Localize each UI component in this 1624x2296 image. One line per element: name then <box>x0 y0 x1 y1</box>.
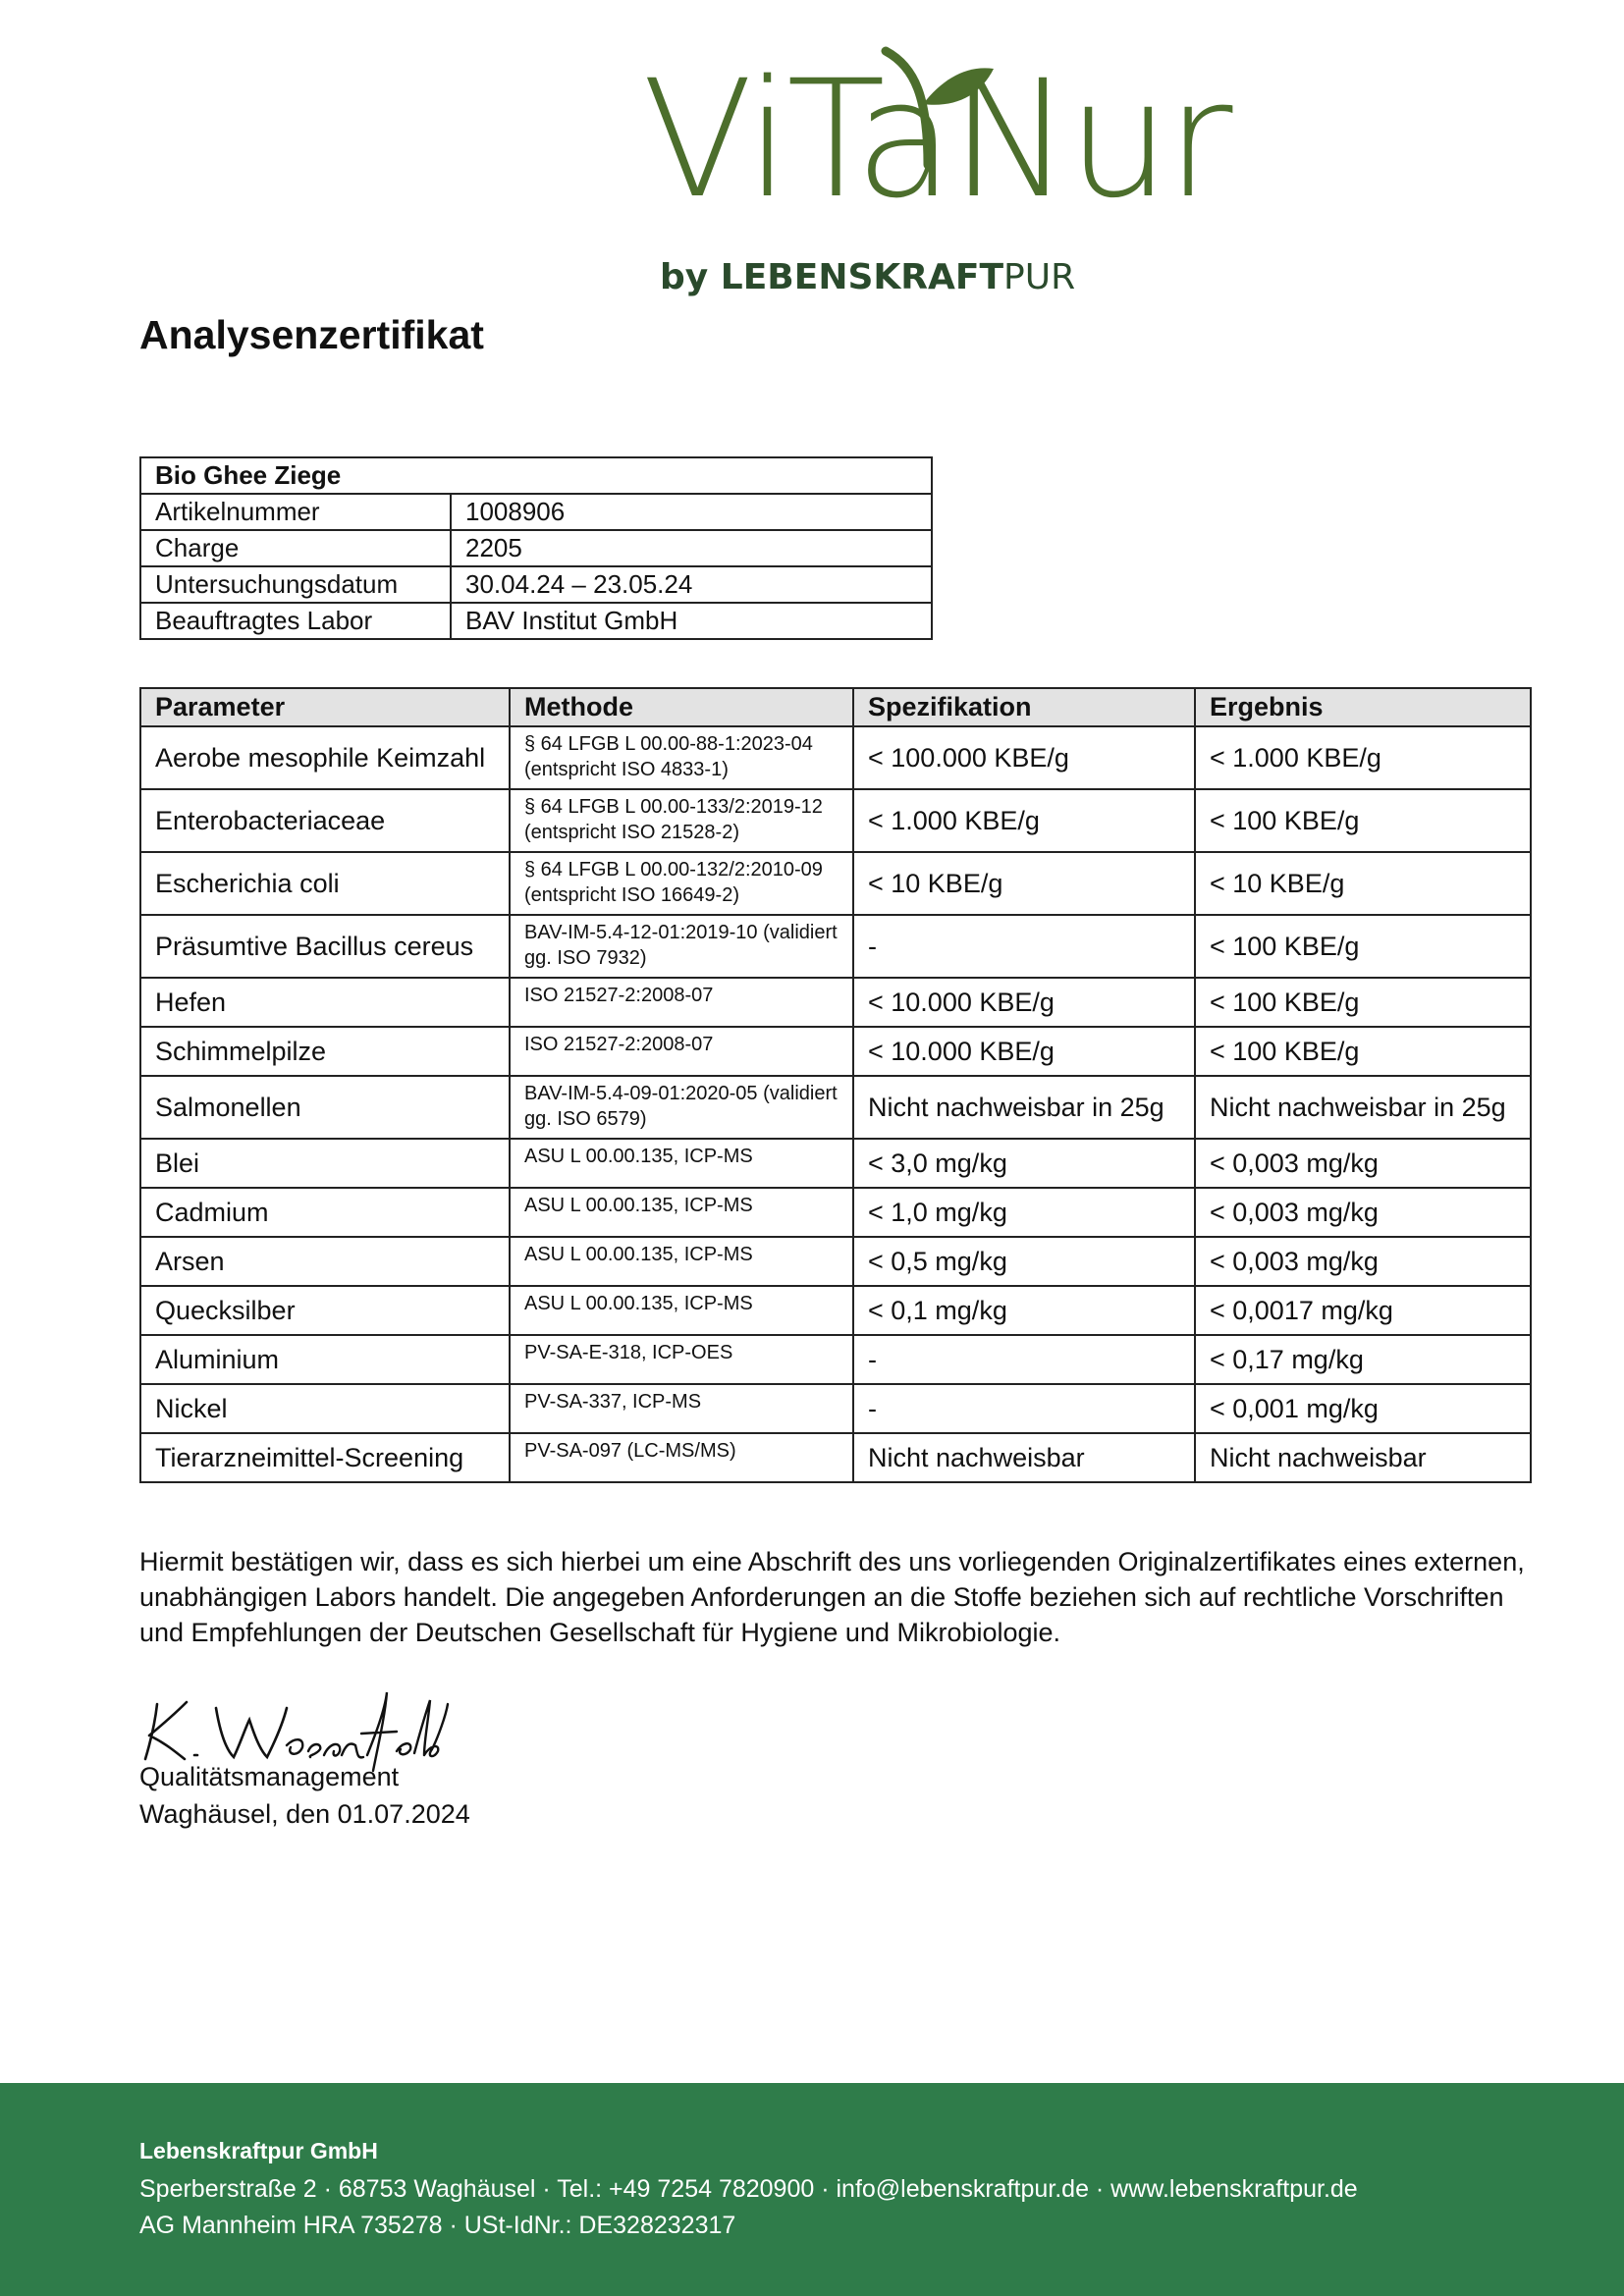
cell-parameter: Escherichia coli <box>140 852 510 915</box>
cell-result: < 0,0017 mg/kg <box>1195 1286 1531 1335</box>
results-header-row <box>140 688 1531 726</box>
table-row <box>140 852 1531 915</box>
product-info-label: Untersuchungsdatum <box>140 566 451 603</box>
column-header-specification: Spezifikation <box>853 688 1195 726</box>
cell-specification: Nicht nachweisbar <box>853 1433 1195 1482</box>
cell-specification: < 3,0 mg/kg <box>853 1139 1195 1188</box>
product-info-row <box>140 530 932 566</box>
logo-subtitle-suffix: PUR <box>1003 257 1076 297</box>
cell-method: PV-SA-097 (LC-MS/MS) <box>510 1433 853 1482</box>
product-info-value: 30.04.24 – 23.05.24 <box>451 566 932 603</box>
table-row <box>140 915 1531 978</box>
cell-result: < 100 KBE/g <box>1195 789 1531 852</box>
table-row <box>140 1335 1531 1384</box>
table-row <box>140 789 1531 852</box>
cell-parameter: Schimmelpilze <box>140 1027 510 1076</box>
cell-result: < 0,17 mg/kg <box>1195 1335 1531 1384</box>
cell-parameter: Nickel <box>140 1384 510 1433</box>
cell-result: < 100 KBE/g <box>1195 1027 1531 1076</box>
document-title: Analysenzertifikat <box>139 312 484 357</box>
cell-result: < 0,003 mg/kg <box>1195 1139 1531 1188</box>
table-row <box>140 1237 1531 1286</box>
cell-parameter: Cadmium <box>140 1188 510 1237</box>
column-header-parameter: Parameter <box>140 688 510 726</box>
cell-specification: < 0,5 mg/kg <box>853 1237 1195 1286</box>
cell-result: Nicht nachweisbar in 25g <box>1195 1076 1531 1139</box>
product-info-value: BAV Institut GmbH <box>451 603 932 639</box>
table-row <box>140 1384 1531 1433</box>
cell-parameter: Hefen <box>140 978 510 1027</box>
cell-specification: < 1,0 mg/kg <box>853 1188 1195 1237</box>
product-info-body <box>140 457 932 639</box>
logo-subtitle-prefix: by LEBENSKRAFT <box>660 257 1004 297</box>
table-row <box>140 1286 1531 1335</box>
cell-parameter: Enterobacteriaceae <box>140 789 510 852</box>
column-header-method: Methode <box>510 688 853 726</box>
cell-result: < 0,003 mg/kg <box>1195 1237 1531 1286</box>
cell-specification: - <box>853 1384 1195 1433</box>
cell-parameter: Blei <box>140 1139 510 1188</box>
cell-method: PV-SA-E-318, ICP-OES <box>510 1335 853 1384</box>
cell-parameter: Aluminium <box>140 1335 510 1384</box>
product-name-row <box>140 457 932 494</box>
cell-method: ASU L 00.00.135, ICP-MS <box>510 1237 853 1286</box>
column-header-result: Ergebnis <box>1195 688 1531 726</box>
cell-specification: - <box>853 1335 1195 1384</box>
cell-method: § 64 LFGB L 00.00-132/2:2010-09 (entspricht ISO 16649-2) <box>510 852 853 915</box>
brand-logo <box>628 39 1229 304</box>
analysis-results-table <box>139 687 1532 1483</box>
signature-place-date: Waghäusel, den 01.07.2024 <box>139 1799 470 1829</box>
confirmation-statement: Hiermit bestätigen wir, dass es sich hierbei um eine Abschrift des uns vorliegenden Originalzertifikates eines externen, unabhängigen Labors handelt. Die angegeben Anforderungen an die Stoffe beziehen sich auf rechtliche Vorschriften und Empfehlungen der Deutschen Gesellschaft für Hygiene und Mikrobiologie. <box>139 1547 1525 1647</box>
table-row <box>140 978 1531 1027</box>
logo-subtitle <box>660 257 1076 297</box>
table-row <box>140 1027 1531 1076</box>
cell-specification: - <box>853 915 1195 978</box>
cell-result: Nicht nachweisbar <box>1195 1433 1531 1482</box>
cell-method: ASU L 00.00.135, ICP-MS <box>510 1286 853 1335</box>
table-row <box>140 726 1531 789</box>
cell-specification: < 10.000 KBE/g <box>853 978 1195 1027</box>
footer-band <box>0 2083 1624 2296</box>
cell-result: < 10 KBE/g <box>1195 852 1531 915</box>
cell-specification: < 0,1 mg/kg <box>853 1286 1195 1335</box>
cell-method: § 64 LFGB L 00.00-133/2:2019-12 (entspricht ISO 21528-2) <box>510 789 853 852</box>
logo-wordmark: ViTaNur <box>642 45 1229 234</box>
cell-result: < 100 KBE/g <box>1195 978 1531 1027</box>
cell-result: < 0,003 mg/kg <box>1195 1188 1531 1237</box>
product-info-row <box>140 603 932 639</box>
table-row <box>140 1188 1531 1237</box>
cell-specification: Nicht nachweisbar in 25g <box>853 1076 1195 1139</box>
cell-specification: < 1.000 KBE/g <box>853 789 1195 852</box>
cell-specification: < 10.000 KBE/g <box>853 1027 1195 1076</box>
cell-method: ISO 21527-2:2008-07 <box>510 978 853 1027</box>
cell-parameter: Tierarzneimittel-Screening <box>140 1433 510 1482</box>
table-row <box>140 1139 1531 1188</box>
signature-role: Qualitätsmanagement <box>139 1762 400 1791</box>
cell-result: < 100 KBE/g <box>1195 915 1531 978</box>
product-info-table <box>139 456 933 640</box>
cell-parameter: Arsen <box>140 1237 510 1286</box>
cell-parameter: Salmonellen <box>140 1076 510 1139</box>
product-info-row <box>140 494 932 530</box>
cell-specification: < 10 KBE/g <box>853 852 1195 915</box>
footer-address: Sperberstraße 2 · 68753 Waghäusel · Tel.: +49 7254 7820900 · info@lebenskraftpur.de · www.lebenskraftpur.de <box>139 2175 1358 2203</box>
product-info-row <box>140 566 932 603</box>
cell-method: ASU L 00.00.135, ICP-MS <box>510 1139 853 1188</box>
product-name: Bio Ghee Ziege <box>140 457 932 494</box>
table-row <box>140 1433 1531 1482</box>
product-info-label: Artikelnummer <box>140 494 451 530</box>
product-info-value: 1008906 <box>451 494 932 530</box>
footer-register: AG Mannheim HRA 735278 · USt-IdNr.: DE328232317 <box>139 2212 736 2239</box>
cell-parameter: Aerobe mesophile Keimzahl <box>140 726 510 789</box>
cell-parameter: Präsumtive Bacillus cereus <box>140 915 510 978</box>
cell-result: < 0,001 mg/kg <box>1195 1384 1531 1433</box>
product-info-value: 2205 <box>451 530 932 566</box>
results-body <box>140 726 1531 1482</box>
cell-specification: < 100.000 KBE/g <box>853 726 1195 789</box>
results-header <box>140 688 1531 726</box>
cell-method: BAV-IM-5.4-09-01:2020-05 (validiert gg. ISO 6579) <box>510 1076 853 1139</box>
footer-company: Lebenskraftpur GmbH <box>139 2138 378 2163</box>
cell-method: ASU L 00.00.135, ICP-MS <box>510 1188 853 1237</box>
product-info-label: Charge <box>140 530 451 566</box>
product-info-label: Beauftragtes Labor <box>140 603 451 639</box>
cell-method: BAV-IM-5.4-12-01:2019-10 (validiert gg. ISO 7932) <box>510 915 853 978</box>
table-row <box>140 1076 1531 1139</box>
cell-parameter: Quecksilber <box>140 1286 510 1335</box>
cell-result: < 1.000 KBE/g <box>1195 726 1531 789</box>
cell-method: § 64 LFGB L 00.00-88-1:2023-04 (entspricht ISO 4833-1) <box>510 726 853 789</box>
cell-method: PV-SA-337, ICP-MS <box>510 1384 853 1433</box>
cell-method: ISO 21527-2:2008-07 <box>510 1027 853 1076</box>
